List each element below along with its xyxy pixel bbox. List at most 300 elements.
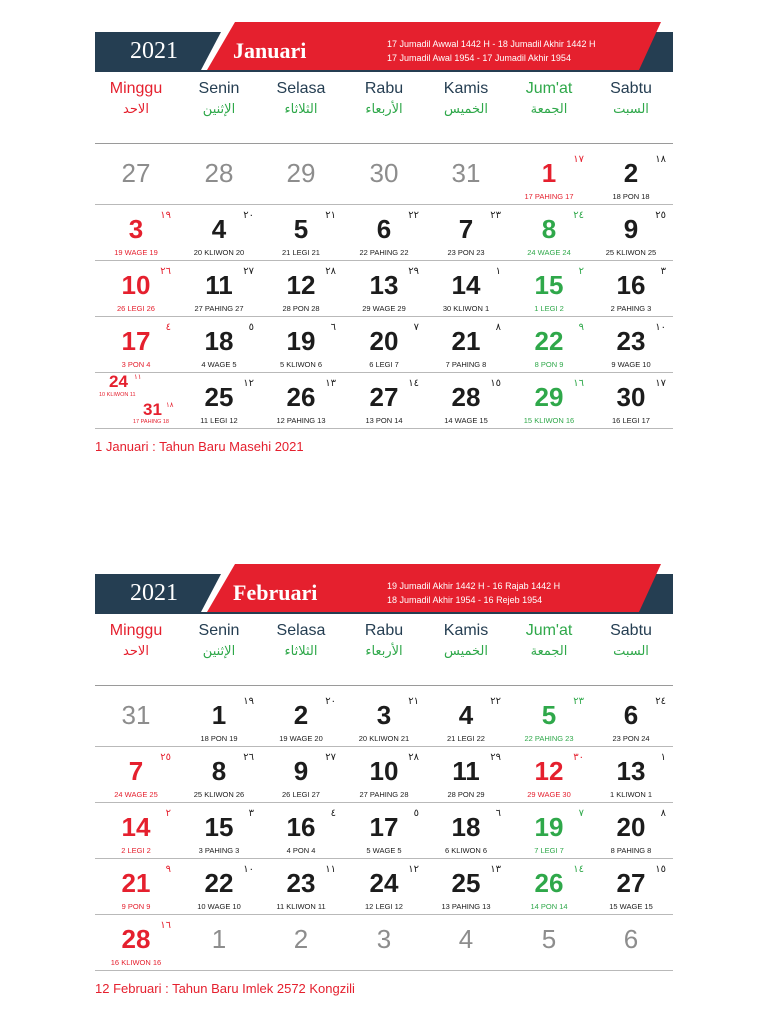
day-cell bbox=[343, 316, 425, 372]
day-cell bbox=[425, 858, 507, 914]
date-number: 29 bbox=[286, 158, 316, 188]
hijri-date: ٩ bbox=[578, 322, 584, 333]
date-number: 8 bbox=[211, 756, 227, 786]
pasaran-label: 2 PAHING 3 bbox=[610, 304, 652, 313]
date-number: 22 bbox=[534, 326, 564, 356]
weekday-jumat bbox=[508, 80, 590, 117]
date-number: 13 bbox=[616, 756, 646, 786]
day-cell bbox=[508, 372, 590, 428]
hijri-date: ١٣ bbox=[490, 864, 501, 875]
hijri-date: ٦ bbox=[330, 322, 336, 333]
day-cell bbox=[508, 260, 590, 316]
date-number: 21 bbox=[121, 868, 151, 898]
date-number: 27 bbox=[369, 382, 399, 412]
date-number: 5 bbox=[541, 700, 557, 730]
weekday-arabic: الأربعاء bbox=[365, 102, 403, 117]
weekday-selasa bbox=[260, 80, 342, 117]
day-cell bbox=[178, 690, 260, 746]
date-number: 10 bbox=[369, 756, 399, 786]
date-number: 12 bbox=[534, 756, 564, 786]
day-cell bbox=[260, 204, 342, 260]
date-number: 2 bbox=[293, 700, 309, 730]
date-number: 30 bbox=[369, 158, 399, 188]
year-label: 2021 bbox=[130, 580, 178, 606]
hijri-date: ١٥ bbox=[490, 378, 501, 389]
weekday-arabic: الجمعة bbox=[530, 102, 568, 117]
weekday-header bbox=[95, 80, 673, 152]
pasaran-label: 19 WAGE 20 bbox=[279, 734, 323, 743]
date-number: 18 bbox=[451, 812, 481, 842]
hijri-date: ٤ bbox=[330, 808, 336, 819]
date-number: 5 bbox=[293, 214, 309, 244]
date-number: 15 bbox=[534, 270, 564, 300]
weekday-arabic: الأربعاء bbox=[365, 644, 403, 659]
weekday-senin bbox=[178, 622, 260, 659]
weekday-latin: Rabu bbox=[364, 622, 404, 639]
weekday-arabic: الجمعة bbox=[530, 644, 568, 659]
date-number: 30 bbox=[616, 382, 646, 412]
day-cell bbox=[95, 746, 177, 802]
day-cell bbox=[343, 690, 425, 746]
pasaran-label: 16 LEGI 17 bbox=[612, 416, 650, 425]
weekday-minggu bbox=[95, 80, 177, 117]
day-cell bbox=[425, 802, 507, 858]
date-number: 19 bbox=[534, 812, 564, 842]
date-number: 20 bbox=[616, 812, 646, 842]
day-cell bbox=[178, 260, 260, 316]
date-number: 2 bbox=[623, 158, 639, 188]
date-number: 28 bbox=[451, 382, 481, 412]
date-number: 1 bbox=[211, 700, 227, 730]
date-number: 4 bbox=[211, 214, 227, 244]
hijri-date: ٣ bbox=[248, 808, 254, 819]
pasaran-label: 4 WAGE 5 bbox=[201, 360, 237, 369]
day-cell bbox=[508, 858, 590, 914]
date-number: 6 bbox=[623, 700, 639, 730]
day-cell bbox=[95, 802, 177, 858]
date-number: 27 bbox=[616, 868, 646, 898]
pasaran-label: 26 LEGI 26 bbox=[117, 304, 155, 313]
date-number: 22 bbox=[204, 868, 234, 898]
grid-line bbox=[95, 428, 673, 429]
day-cell bbox=[260, 148, 342, 204]
date-number: 17 bbox=[369, 812, 399, 842]
grid-line bbox=[95, 143, 673, 144]
pasaran-label: 15 WAGE 15 bbox=[609, 902, 653, 911]
day-cell bbox=[508, 802, 590, 858]
weekday-arabic: الإثنين bbox=[202, 102, 236, 117]
grid-line bbox=[95, 970, 673, 971]
weekday-rabu bbox=[343, 622, 425, 659]
hijri-date: ٢ bbox=[578, 266, 584, 277]
hijri-date: ٣٠ bbox=[573, 752, 584, 763]
hijri-date: ١٨ bbox=[166, 402, 174, 409]
weekday-arabic: السبت bbox=[613, 644, 649, 659]
month-name: Februari bbox=[233, 580, 318, 605]
pasaran-label: 25 KLIWON 26 bbox=[193, 790, 245, 799]
date-number: 31 bbox=[143, 400, 162, 419]
pasaran-label: 6 KLIWON 6 bbox=[444, 846, 488, 855]
day-cell bbox=[260, 260, 342, 316]
hijri-date: ٢٨ bbox=[408, 752, 419, 763]
date-number: 28 bbox=[121, 924, 151, 954]
hijri-date: ١٦ bbox=[573, 378, 584, 389]
pasaran-label: 3 PON 4 bbox=[121, 360, 151, 369]
hijri-date: ٢٥ bbox=[160, 752, 171, 763]
pasaran-label: 1 KLIWON 1 bbox=[609, 790, 653, 799]
pasaran-label: 16 KLIWON 16 bbox=[110, 958, 162, 967]
pasaran-label: 8 PON 9 bbox=[534, 360, 564, 369]
hijri-date: ٢١ bbox=[408, 696, 419, 707]
day-cell bbox=[178, 746, 260, 802]
hijri-date: ٩ bbox=[165, 864, 171, 875]
day-cell bbox=[425, 746, 507, 802]
date-number: 16 bbox=[286, 812, 316, 842]
pasaran-label: 27 PAHING 27 bbox=[194, 304, 244, 313]
pasaran-label: 13 PON 14 bbox=[365, 416, 403, 425]
weekday-latin: Minggu bbox=[109, 622, 163, 639]
hijri-date: ٢٩ bbox=[490, 752, 501, 763]
pasaran-label: 3 PAHING 3 bbox=[198, 846, 240, 855]
day-cell bbox=[590, 746, 672, 802]
weekday-sabtu bbox=[590, 80, 672, 117]
day-cell bbox=[178, 316, 260, 372]
weekday-latin: Senin bbox=[198, 80, 240, 97]
hijri-date: ٨ bbox=[660, 808, 666, 819]
date-number: 25 bbox=[451, 868, 481, 898]
pasaran-label: 6 LEGI 7 bbox=[369, 360, 399, 369]
pasaran-label: 9 WAGE 10 bbox=[611, 360, 651, 369]
weekday-arabic: الاحد bbox=[123, 102, 149, 117]
day-cell bbox=[343, 204, 425, 260]
hijri-date: ٢٤ bbox=[655, 696, 666, 707]
day-cell bbox=[590, 316, 672, 372]
weekday-latin: Sabtu bbox=[610, 80, 652, 97]
day-cell bbox=[508, 914, 590, 970]
hijri-date: ١٣ bbox=[325, 378, 336, 389]
day-cell bbox=[260, 690, 342, 746]
hijri-line-2: 18 Jumadil Akhir 1954 - 16 Rejeb 1954 bbox=[387, 595, 543, 605]
pasaran-label: 14 PON 14 bbox=[530, 902, 568, 911]
date-number: 25 bbox=[204, 382, 234, 412]
day-cell bbox=[260, 914, 342, 970]
weekday-latin: Minggu bbox=[109, 80, 163, 97]
day-cell bbox=[95, 914, 177, 970]
day-cell bbox=[425, 914, 507, 970]
hijri-date: ٧ bbox=[413, 322, 419, 333]
hijri-range bbox=[387, 37, 595, 65]
day-cell bbox=[425, 148, 507, 204]
weekday-latin: Selasa bbox=[276, 622, 326, 639]
date-number: 14 bbox=[121, 812, 151, 842]
date-number: 3 bbox=[376, 700, 392, 730]
hijri-date: ١٤ bbox=[408, 378, 419, 389]
day-cell bbox=[425, 690, 507, 746]
pasaran-label: 10 KLIWON 11 bbox=[99, 392, 136, 398]
weekday-latin: Rabu bbox=[364, 80, 404, 97]
year-label: 2021 bbox=[130, 38, 178, 64]
date-number: 15 bbox=[204, 812, 234, 842]
day-cell bbox=[343, 858, 425, 914]
pasaran-label: 15 KLIWON 16 bbox=[523, 416, 575, 425]
day-cell bbox=[590, 690, 672, 746]
hijri-date: ٥ bbox=[413, 808, 419, 819]
pasaran-label: 8 PAHING 8 bbox=[610, 846, 652, 855]
day-cell bbox=[590, 858, 672, 914]
weekday-rabu bbox=[343, 80, 425, 117]
hijri-date: ١٠ bbox=[243, 864, 254, 875]
date-number: 13 bbox=[369, 270, 399, 300]
date-number: 26 bbox=[534, 868, 564, 898]
hijri-date: ٥ bbox=[248, 322, 254, 333]
pasaran-label: 7 LEGI 7 bbox=[534, 846, 564, 855]
day-cell bbox=[508, 746, 590, 802]
pasaran-label: 17 PAHING 18 bbox=[133, 419, 169, 425]
hijri-date: ٢٨ bbox=[325, 266, 336, 277]
month-banner bbox=[95, 30, 673, 72]
date-number: 11 bbox=[205, 270, 233, 300]
day-cell bbox=[178, 914, 260, 970]
date-number: 28 bbox=[204, 158, 234, 188]
pasaran-label: 18 PON 18 bbox=[612, 192, 650, 201]
pasaran-label: 26 LEGI 27 bbox=[282, 790, 320, 799]
day-cell bbox=[95, 260, 177, 316]
hijri-date: ١٩ bbox=[160, 210, 171, 221]
day-cell bbox=[178, 204, 260, 260]
day-cell bbox=[95, 372, 177, 428]
hijri-date: ٢٢ bbox=[490, 696, 501, 707]
hijri-date: ٧ bbox=[578, 808, 584, 819]
hijri-date: ٢٦ bbox=[160, 266, 171, 277]
pasaran-label: 17 PAHING 17 bbox=[524, 192, 574, 201]
weekday-latin: Kamis bbox=[443, 80, 489, 97]
day-cell bbox=[178, 858, 260, 914]
hijri-date: ٢٦ bbox=[243, 752, 254, 763]
hijri-date: ١٦ bbox=[160, 920, 171, 931]
date-number: 17 bbox=[121, 326, 151, 356]
hijri-date: ٢٠ bbox=[243, 210, 254, 221]
weekday-minggu bbox=[95, 622, 177, 659]
day-cell bbox=[590, 372, 672, 428]
pasaran-label: 28 PON 29 bbox=[447, 790, 485, 799]
hijri-date: ٢٣ bbox=[490, 210, 501, 221]
pasaran-label: 30 KLIWON 1 bbox=[442, 304, 490, 313]
pasaran-label: 20 KLIWON 21 bbox=[358, 734, 410, 743]
weekday-arabic: الخميس bbox=[444, 102, 488, 117]
hijri-date: ٢٩ bbox=[408, 266, 419, 277]
pasaran-label: 20 KLIWON 20 bbox=[193, 248, 245, 257]
pasaran-label: 23 PON 24 bbox=[612, 734, 650, 743]
hijri-date: ١٧ bbox=[655, 378, 666, 389]
weekday-arabic: الثلاثاء bbox=[284, 102, 318, 117]
pasaran-label: 22 PAHING 23 bbox=[524, 734, 574, 743]
month-banner bbox=[95, 572, 673, 614]
hijri-date: ٢٤ bbox=[573, 210, 584, 221]
weekday-header bbox=[95, 622, 673, 694]
date-number: 1 bbox=[211, 924, 227, 954]
day-cell bbox=[590, 204, 672, 260]
day-cell bbox=[343, 372, 425, 428]
hijri-date: ١٧ bbox=[573, 154, 584, 165]
date-number: 9 bbox=[623, 214, 639, 244]
date-number: 18 bbox=[204, 326, 234, 356]
hijri-date: ٢٥ bbox=[655, 210, 666, 221]
hijri-date: ١ bbox=[495, 266, 501, 277]
day-cell bbox=[590, 914, 672, 970]
hijri-date: ٢٢ bbox=[408, 210, 419, 221]
date-number: 6 bbox=[376, 214, 392, 244]
pasaran-label: 11 LEGI 12 bbox=[200, 416, 238, 425]
pasaran-label: 13 PAHING 13 bbox=[441, 902, 491, 911]
hijri-date: ١١ bbox=[134, 374, 142, 381]
date-number: 23 bbox=[286, 868, 316, 898]
date-number: 7 bbox=[458, 214, 474, 244]
weekday-kamis bbox=[425, 80, 507, 117]
day-cell bbox=[178, 802, 260, 858]
day-cell bbox=[343, 746, 425, 802]
pasaran-label: 21 LEGI 21 bbox=[282, 248, 320, 257]
holiday-note: 12 Februari : Tahun Baru Imlek 2572 Kongzili bbox=[95, 981, 355, 996]
date-number: 1 bbox=[541, 158, 557, 188]
date-number: 21 bbox=[451, 326, 481, 356]
grid-line bbox=[95, 685, 673, 686]
pasaran-label: 24 WAGE 25 bbox=[114, 790, 158, 799]
day-cell bbox=[343, 914, 425, 970]
day-cell bbox=[590, 802, 672, 858]
pasaran-label: 11 KLIWON 11 bbox=[276, 902, 326, 911]
date-number: 4 bbox=[458, 700, 474, 730]
hijri-date: ١٢ bbox=[243, 378, 254, 389]
weekday-arabic: السبت bbox=[613, 102, 649, 117]
hijri-date: ٦ bbox=[495, 808, 501, 819]
weekday-latin: Senin bbox=[198, 622, 240, 639]
weekday-arabic: الاحد bbox=[123, 644, 149, 659]
pasaran-label: 24 WAGE 24 bbox=[527, 248, 571, 257]
hijri-date: ٢٧ bbox=[243, 266, 254, 277]
pasaran-label: 22 PAHING 22 bbox=[359, 248, 409, 257]
date-number: 31 bbox=[451, 158, 481, 188]
weekday-latin: Selasa bbox=[276, 80, 326, 97]
date-number: 11 bbox=[452, 756, 480, 786]
weekday-latin: Sabtu bbox=[610, 622, 652, 639]
date-number: 24 bbox=[109, 372, 128, 391]
date-number: 24 bbox=[369, 868, 399, 898]
hijri-date: ٢١ bbox=[325, 210, 336, 221]
weekday-arabic: الإثنين bbox=[202, 644, 236, 659]
month-calendar bbox=[95, 30, 673, 460]
pasaran-label: 1 LEGI 2 bbox=[534, 304, 564, 313]
weekday-sabtu bbox=[590, 622, 672, 659]
day-cell bbox=[178, 148, 260, 204]
hijri-range bbox=[387, 579, 560, 607]
pasaran-label: 23 PON 23 bbox=[447, 248, 485, 257]
pasaran-label: 5 WAGE 5 bbox=[366, 846, 402, 855]
weekday-latin: Jum'at bbox=[525, 622, 573, 639]
date-number: 12 bbox=[286, 270, 316, 300]
day-cell bbox=[508, 690, 590, 746]
day-cell bbox=[508, 316, 590, 372]
pasaran-label: 12 LEGI 12 bbox=[365, 902, 403, 911]
pasaran-label: 18 PON 19 bbox=[200, 734, 238, 743]
date-number: 7 bbox=[128, 756, 144, 786]
weekday-jumat bbox=[508, 622, 590, 659]
hijri-date: ١٢ bbox=[408, 864, 419, 875]
pasaran-label: 29 WAGE 30 bbox=[527, 790, 571, 799]
day-cell bbox=[425, 204, 507, 260]
hijri-date: ٢٧ bbox=[325, 752, 336, 763]
day-cell bbox=[343, 802, 425, 858]
month-name: Januari bbox=[233, 38, 307, 63]
date-number: 9 bbox=[293, 756, 309, 786]
pasaran-label: 27 PAHING 28 bbox=[359, 790, 409, 799]
hijri-date: ٢ bbox=[165, 808, 171, 819]
weekday-selasa bbox=[260, 622, 342, 659]
hijri-date: ٢٠ bbox=[325, 696, 336, 707]
weekday-arabic: الخميس bbox=[444, 644, 488, 659]
date-number: 2 bbox=[293, 924, 309, 954]
pasaran-label: 7 PAHING 8 bbox=[445, 360, 487, 369]
day-cell bbox=[95, 204, 177, 260]
hijri-date: ١٠ bbox=[655, 322, 666, 333]
day-cell bbox=[95, 316, 177, 372]
day-cell bbox=[508, 148, 590, 204]
pasaran-label: 28 PON 28 bbox=[282, 304, 320, 313]
day-cell bbox=[260, 746, 342, 802]
pasaran-label: 9 PON 9 bbox=[121, 902, 151, 911]
day-cell bbox=[343, 148, 425, 204]
month-calendar bbox=[95, 572, 673, 1002]
day-cell bbox=[260, 802, 342, 858]
weekday-latin: Jum'at bbox=[525, 80, 573, 97]
weekday-arabic: الثلاثاء bbox=[284, 644, 318, 659]
day-cell bbox=[590, 148, 672, 204]
pasaran-label: 29 WAGE 29 bbox=[362, 304, 406, 313]
date-number: 8 bbox=[541, 214, 557, 244]
hijri-date: ٤ bbox=[165, 322, 171, 333]
weekday-latin: Kamis bbox=[443, 622, 489, 639]
hijri-date: ١١ bbox=[325, 864, 336, 875]
weekday-senin bbox=[178, 80, 260, 117]
date-number: 6 bbox=[623, 924, 639, 954]
day-cell bbox=[425, 372, 507, 428]
hijri-line-2: 17 Jumadil Awal 1954 - 17 Jumadil Akhir 1954 bbox=[387, 53, 571, 63]
pasaran-label: 14 WAGE 15 bbox=[444, 416, 488, 425]
pasaran-label: 19 WAGE 19 bbox=[114, 248, 158, 257]
hijri-date: ٣ bbox=[660, 266, 666, 277]
weekday-kamis bbox=[425, 622, 507, 659]
day-cell bbox=[425, 260, 507, 316]
day-cell bbox=[95, 148, 177, 204]
pasaran-label: 5 KLIWON 6 bbox=[279, 360, 323, 369]
day-cell bbox=[260, 372, 342, 428]
hijri-date: ٨ bbox=[495, 322, 501, 333]
date-number: 3 bbox=[128, 214, 144, 244]
hijri-line-1: 17 Jumadil Awwal 1442 H - 18 Jumadil Akhir 1442 H bbox=[387, 39, 596, 49]
date-number: 23 bbox=[616, 326, 646, 356]
date-number: 16 bbox=[616, 270, 646, 300]
day-cell bbox=[425, 316, 507, 372]
pasaran-label: 21 LEGI 22 bbox=[447, 734, 485, 743]
pasaran-label: 25 KLIWON 25 bbox=[605, 248, 657, 257]
hijri-date: ١ bbox=[660, 752, 666, 763]
day-cell bbox=[260, 316, 342, 372]
date-number: 10 bbox=[121, 270, 151, 300]
day-cell bbox=[508, 204, 590, 260]
day-cell bbox=[260, 858, 342, 914]
hijri-date: ١٤ bbox=[573, 864, 584, 875]
holiday-note: 1 Januari : Tahun Baru Masehi 2021 bbox=[95, 439, 304, 454]
date-number: 19 bbox=[286, 326, 316, 356]
